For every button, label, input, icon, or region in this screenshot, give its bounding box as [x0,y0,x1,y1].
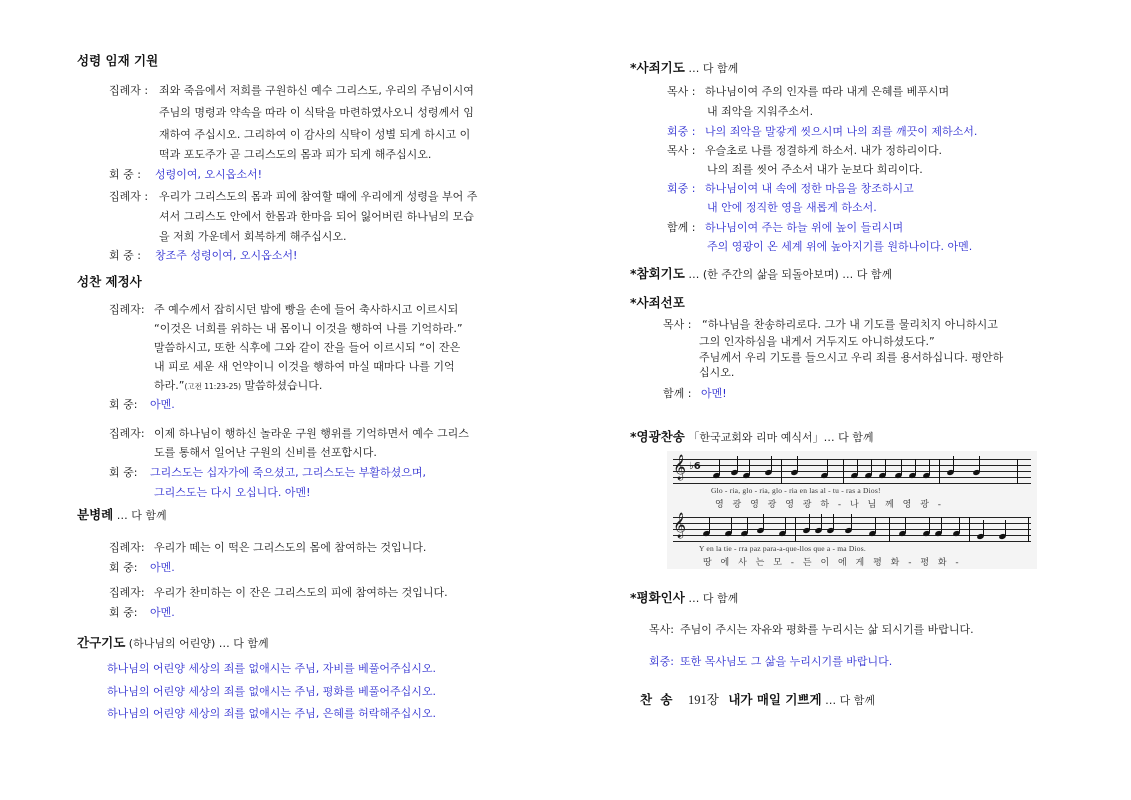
section-title-holy-spirit: 성령 임재 기원 [77,53,159,68]
treble-clef-icon: 𝄞 [673,513,687,538]
section-title-absolution-prayer [630,58,738,76]
pastor-line: 나의 죄를 씻어 주소서 내가 눈보다 희리이다. [707,163,923,176]
score-lyric-spanish: Glo - ria, glo - ria, glo - ria en las al - tu - ras a Dios! [711,486,881,495]
section-title: 찬 송 [640,692,675,707]
pastor-label: 목사 : [667,144,696,157]
leader-label: 집례자: [109,427,145,440]
together-label: 함께 : [663,387,692,400]
leader-line: 떡과 포도주가 곧 그리스도의 몸과 피가 되게 해주십시오. [159,148,432,161]
pastor-label: 목사: [649,623,674,636]
congregation-response: 그리스도는 다시 오십니다. 아멘! [154,486,311,499]
together-line: 주의 영광이 온 세계 위에 높아지기를 원하나이다. 아멘. [707,240,973,253]
score-lyric-korean: 땅 에 사 는 모 - 든 이 에 게 평 화 - 평 화 - [703,558,962,568]
congregation-label: 회중 : [667,182,696,195]
section-subtitle: (하나님의 어린양) … 다 함께 [125,637,269,650]
congregation-label: 회 중: [109,398,138,411]
congregation-response: 나의 죄악을 말갛게 씻으시며 나의 죄를 깨끗이 제하소서. [705,125,978,138]
congregation-label: 회 중: [109,466,138,479]
section-subtitle: … 다 함께 [684,592,739,605]
leader-line: 우리가 그리스도의 몸과 피에 참여할 때에 우리에게 성령을 부어 주 [159,190,478,203]
unison-prayer-line: 하나님의 어린양 세상의 죄를 없애시는 주님, 은혜를 허락해주십시오. [107,707,436,720]
congregation-response: 아멘. [150,606,175,619]
leader-label: 집례자: [109,303,145,316]
leader-line: 도를 통해서 일어난 구원의 신비를 선포합시다. [154,446,377,459]
leader-line: 이제 하나님이 행하신 놀라운 구원 행위를 기억하면서 예수 그리스 [154,427,469,440]
congregation-label: 회 중 : [109,249,141,262]
leader-line: 말씀하시고, 또한 식후에 그와 같이 잔을 들어 이르시되 “이 잔은 [154,341,461,354]
section-title: *평화인사 [630,590,685,605]
pastor-label: 목사 : [667,85,696,98]
congregation-response: 내 안에 정직한 영을 새롭게 하소서. [707,201,877,214]
score-lyric-spanish: Y en la tie - rra paz para-a-que-llos que a - ma Dios. [699,544,866,553]
together-line: 하나님이여 주는 하늘 위에 높이 들리시며 [705,221,904,234]
pastor-line: 그의 인자하심을 내게서 거두지도 아니하셨도다.” [699,335,935,348]
section-title-peace [630,588,738,606]
together-line: 아멘! [701,387,727,400]
leader-text: 하라.” [154,379,185,392]
congregation-response: 또한 목사님도 그 삶을 누리시기를 바랍니다. [680,655,893,668]
leader-label: 집례자: [109,586,145,599]
section-subtitle: 「한국교회와 리마 예식서」… 다 함께 [684,431,874,444]
congregation-response: 하나님이여 내 속에 정한 마음을 창조하시고 [705,182,914,195]
pastor-line: 우슬초로 나를 정결하게 하소서. 내가 정하리이다. [705,144,942,157]
section-subtitle: … 다 함께 [684,62,739,75]
score-lyric-korean: 영 광 영 광 영 광 하 - 나 님 께 영 광 - [715,500,945,510]
section-title-agnus-dei [77,633,269,651]
pastor-line: 주님이 주시는 자유와 평화를 누리시는 삶 되시기를 바랍니다. [680,623,974,636]
section-title-confession [630,264,892,282]
unison-prayer-line: 하나님의 어린양 세상의 죄를 없애시는 주님, 자비를 베풀어주십시오. [107,662,436,675]
time-signature-icon: ♭6 [689,461,701,472]
music-score [667,451,1037,569]
leader-line: 주님의 명령과 약속을 따라 이 식탁을 마련하였사오니 성령께서 임 [159,106,474,119]
leader-line: 우리가 떼는 이 떡은 그리스도의 몸에 참여하는 것입니다. [154,541,427,554]
leader-label: 집례자: [109,541,145,554]
treble-clef-icon: 𝄞 [673,455,687,480]
hymn-number: 191장 [688,693,719,707]
together-label: 함께 : [667,221,696,234]
unison-prayer-line: 하나님의 어린양 세상의 죄를 없애시는 주님, 평화를 베풀어주십시오. [107,685,436,698]
section-title-gloria [630,427,873,445]
section-title: *영광찬송 [630,429,685,444]
congregation-response: 아멘. [150,561,175,574]
leader-line: 내 피로 세운 새 언약이니 이것을 행하여 마실 때마다 나를 기억 [154,360,455,373]
congregation-label: 회 중: [109,561,138,574]
scripture-reference: (고전 11:23-25) [184,382,242,391]
staff [673,513,1031,542]
leader-line: 주 예수께서 잡히시던 밤에 빵을 손에 들어 축사하시고 이르시되 [154,303,459,316]
congregation-label: 회중: [649,655,674,668]
congregation-label: 회 중 : [109,168,141,181]
leader-line [154,377,322,393]
congregation-label: 회 중: [109,606,138,619]
congregation-response: 그리스도는 십자가에 죽으셨고, 그리스도는 부활하셨으며, [150,466,427,479]
section-title: 간구기도 [77,635,126,650]
section-subtitle: … (한 주간의 삶을 되돌아보며) … 다 함께 [684,268,893,281]
pastor-line: “하나님을 찬송하리로다. 그가 내 기도를 물리치지 아니하시고 [702,318,998,331]
pastor-line: 내 죄악을 지워주소서. [707,105,814,118]
section-subtitle: … 다 함께 [113,509,167,522]
leader-line: 재하여 주십시오. 그리하여 이 감사의 식탁이 성별 되게 하시고 이 [159,128,471,141]
congregation-response: 창조주 성령이여, 오시옵소서! [155,249,298,262]
leader-line: 셔서 그리스도 안에서 한몸과 한마음 되어 잃어버린 하나님의 모습 [159,210,474,223]
leader-line: 을 저희 가운데서 회복하게 해주십시오. [159,230,347,243]
pastor-line: 주님께서 우리 기도를 들으시고 우리 죄를 용서하십니다. 평안하 [699,351,1004,364]
section-title-absolution: *사죄선포 [630,295,685,310]
pastor-line: 십시오. [699,366,735,379]
leader-label: 집례자 : [109,84,149,97]
pastor-label: 목사 : [663,318,692,331]
pastor-line: 하나님이여 주의 인자를 따라 내게 은혜를 베푸시며 [705,85,950,98]
section-title: 분병례 [77,507,114,522]
congregation-label: 회중 : [667,125,696,138]
congregation-response: 성령이여, 오시옵소서! [155,168,263,181]
leader-line: 죄와 죽음에서 저희를 구원하신 예수 그리스도, 우리의 주님이시여 [159,84,474,97]
leader-line: “이것은 너희를 위하는 내 몸이니 이것을 행하여 나를 기억하라.” [154,322,463,335]
hymn-name: 내가 매일 기쁘게 [728,692,822,707]
section-subtitle: … 다 함께 [821,694,875,707]
leader-text: 말씀하셨습니다. [241,379,323,392]
staff [673,455,1031,484]
leader-label: 집례자 : [109,190,149,203]
section-title-hymn [640,690,875,708]
leader-line: 우리가 찬미하는 이 잔은 그리스도의 피에 참여하는 것입니다. [154,586,448,599]
section-title: *사죄기도 [630,60,685,75]
section-title-fraction [77,505,167,523]
section-title-institution: 성찬 제정사 [77,274,142,289]
section-title: *참회기도 [630,266,685,281]
congregation-response: 아멘. [150,398,175,411]
